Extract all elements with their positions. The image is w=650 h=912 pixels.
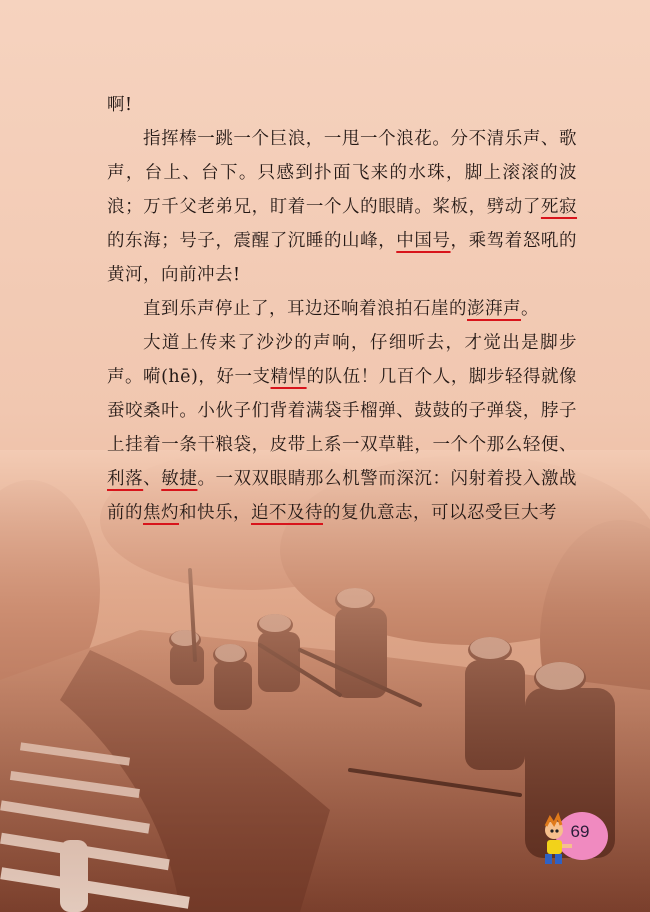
paragraph-2: 直到乐声停止了，耳边还响着浪拍石崖的澎湃声。 <box>143 299 539 319</box>
paragraph-1: 指挥棒一跳一个巨浪，一甩一个浪花。分不清乐声、歌声，台上、台下。只感到扑面飞来的水珠，脚上滚滚的波浪；万千父老弟兄，盯着一个人的眼睛。桨板，劈动了死寂的东海；号子，震醒了沉睡的山峰，中国号，乘驾着怒吼的黄河，向前冲去! <box>107 129 578 285</box>
vocab-underline: 迫不及待 <box>251 503 323 523</box>
vocab-underline: 死寂 <box>540 197 578 217</box>
page-number: 69 <box>570 822 590 841</box>
vocab-underline: 澎湃声 <box>467 299 521 319</box>
vocab-underline: 精悍 <box>270 367 307 387</box>
vocab-underline: 敏捷 <box>161 469 198 489</box>
paragraph-3: 大道上传来了沙沙的声响，仔细听去，才觉出是脚步声。嗬(hē)，好一支精悍的队伍！几百个人，脚步轻得就像蚕咬桑叶。小伙子们背着满袋手榴弹、鼓鼓的子弹袋，脖子上挂着一条干粮袋，皮带上系一双草鞋，一个个那么轻便、利落、敏捷。一双双眼睛那么机警而深沉：闪射着投入激战前的焦灼和快乐，迫不及待的复仇意志，可以忍受巨大考 <box>107 333 578 523</box>
vocab-underline: 利落 <box>107 469 144 489</box>
vocab-underline: 中国号 <box>396 231 451 251</box>
vocab-underline: 焦灼 <box>143 503 179 523</box>
article-text <box>107 88 577 530</box>
paragraph-0: 啊! <box>107 95 133 115</box>
